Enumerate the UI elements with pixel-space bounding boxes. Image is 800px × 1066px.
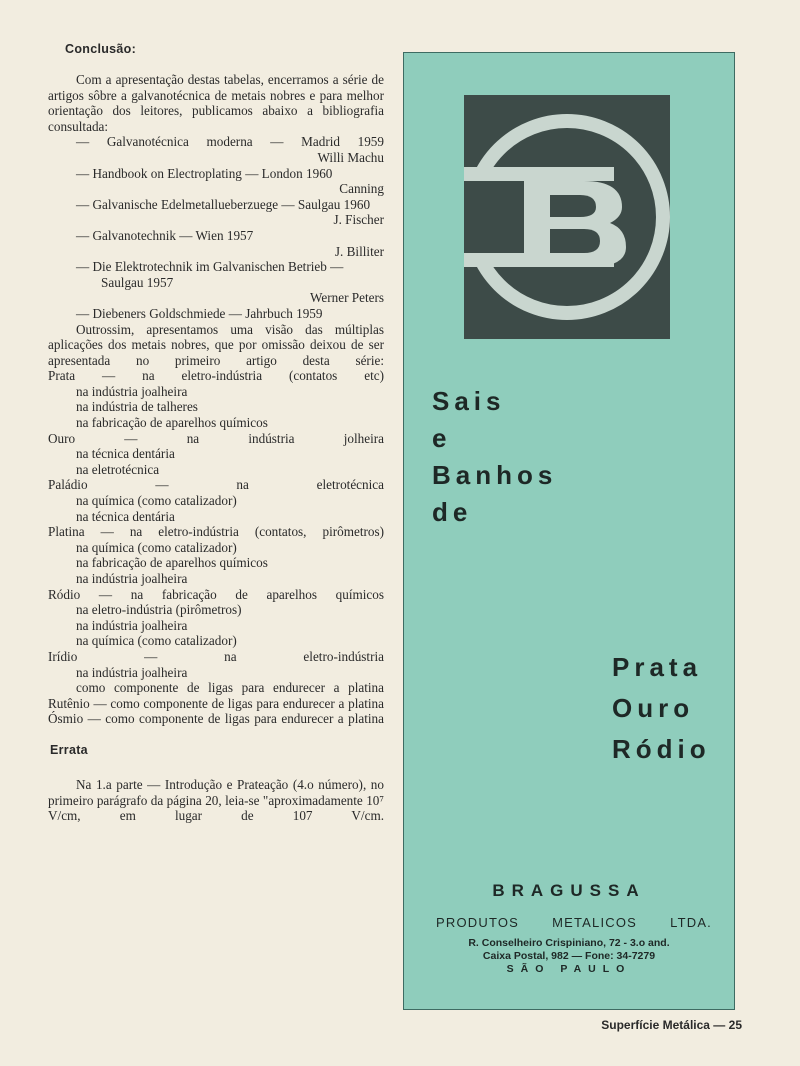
bib-title: — Die Elektrotechnik im Galvanischen Betrieb — Saulgau 1957 bbox=[76, 259, 344, 290]
slogan-line: de bbox=[432, 497, 473, 527]
application-main: Irídio — na eletro-indústria bbox=[48, 648, 384, 664]
city-line: SÃO PAULO bbox=[506, 963, 632, 975]
bibliography-item bbox=[48, 134, 384, 165]
application-sub: na indústria joalheira bbox=[76, 617, 188, 633]
slogan-line: e bbox=[432, 423, 452, 453]
application-item bbox=[48, 368, 384, 430]
page-footer: Superfície Metálica — 25 bbox=[601, 1018, 742, 1032]
intro-paragraph: Com a apresentação destas tabelas, encerramos a série de artigos sôbre a galvanotécnica de metais nobres e para melhor orientação dos leitores, publicamos abaixo a bibliografia consultada: bbox=[48, 72, 384, 134]
application-item bbox=[48, 711, 384, 727]
metal-name: Ouro bbox=[612, 693, 695, 723]
conclusion-heading: Conclusão: bbox=[65, 42, 137, 56]
application-item bbox=[48, 477, 384, 524]
address-line: R. Conselheiro Crispiniano, 72 - 3.o and. bbox=[468, 937, 670, 949]
brand-name: BRAGUSSA bbox=[492, 881, 646, 900]
application-sub: na indústria joalheira bbox=[76, 664, 188, 680]
errata-heading: Errata bbox=[50, 742, 88, 757]
application-sub: na fabricação de aparelhos químicos bbox=[76, 555, 268, 571]
application-item bbox=[48, 587, 384, 649]
application-main: Platina — na eletro-indústria (contatos, pirômetros) bbox=[48, 524, 384, 540]
bib-title: — Galvanische Edelmetallueberzuege — Saulgau 1960 bbox=[76, 196, 371, 212]
slogan-line: Sais bbox=[432, 386, 506, 416]
bibliography-item bbox=[48, 259, 384, 306]
application-item bbox=[48, 524, 384, 586]
application-item bbox=[48, 431, 384, 478]
bibliography-item bbox=[48, 306, 384, 322]
application-sub: na eletro-indústria (pirômetros) bbox=[76, 602, 242, 618]
phone-line: Caixa Postal, 982 — Fone: 34-7279 bbox=[482, 950, 656, 962]
application-sub: na técnica dentária bbox=[76, 446, 175, 462]
application-sub: na técnica dentária bbox=[76, 508, 175, 524]
application-sub: como componente de ligas para endurecer a platina bbox=[76, 680, 384, 696]
bib-author: Werner Peters bbox=[310, 290, 384, 306]
application-main: Ouro — na indústria jolheira bbox=[48, 430, 384, 446]
application-sub: na indústria joalheira bbox=[76, 571, 188, 586]
bragussa-advertisement bbox=[403, 52, 735, 1010]
application-item bbox=[48, 649, 384, 696]
article-column bbox=[48, 40, 384, 824]
bragussa-logo bbox=[464, 95, 670, 339]
applications-list bbox=[48, 368, 384, 727]
company-contact bbox=[404, 937, 734, 976]
application-sub: na fabricação de aparelhos químicos bbox=[76, 415, 268, 431]
errata-paragraph: Na 1.a parte — Introdução e Prateação (4.o número), no primeiro parágrafo da página 20, leia-se "aproximadamente 10⁷ V/cm, em lugar de 107 V/cm. bbox=[48, 776, 384, 824]
application-main: Prata — na eletro-indústria (contatos etc) bbox=[48, 368, 384, 384]
application-main: Ródio — na fabricação de aparelhos químicos bbox=[48, 586, 384, 602]
b-logo-icon bbox=[464, 95, 670, 339]
bibliography-list bbox=[48, 134, 384, 321]
bibliography-item bbox=[48, 228, 384, 259]
bib-title: — Diebeners Goldschmiede — Jahrbuch 1959 bbox=[76, 305, 323, 321]
company-name: PRODUTOS METALICOS LTDA. bbox=[436, 915, 712, 930]
applications-intro: Outrossim, apresentamos uma visão das múltiplas aplicações dos metais nobres, que por omissão deixou de ser apresentada no primeiro artigo desta série: bbox=[48, 321, 384, 368]
application-sub: na química (como catalizador) bbox=[76, 493, 237, 509]
bib-author: J. Fischer bbox=[333, 212, 384, 228]
bib-title: — Galvanotécnica moderna — Madrid 1959 bbox=[76, 134, 384, 150]
application-item bbox=[48, 696, 384, 712]
application-sub: na indústria joalheira bbox=[76, 383, 188, 399]
application-main: Ósmio — como componente de ligas para endurecer a platina bbox=[48, 711, 384, 727]
application-sub: na química (como catalizador) bbox=[76, 539, 237, 555]
ad-metals bbox=[612, 647, 711, 770]
metal-name: Prata bbox=[612, 652, 703, 682]
application-sub: na indústria de talheres bbox=[76, 399, 198, 415]
bibliography-item bbox=[48, 197, 384, 228]
application-main: Paládio — na eletrotécnica bbox=[48, 477, 384, 493]
bib-author: J. Billiter bbox=[334, 243, 384, 259]
application-sub: na eletrotécnica bbox=[76, 461, 160, 477]
slogan-line: Banhos bbox=[432, 460, 558, 490]
bibliography-item bbox=[48, 166, 384, 197]
application-sub: na química (como catalizador) bbox=[76, 633, 237, 649]
ad-slogan bbox=[432, 383, 557, 531]
bib-title: — Handbook on Electroplating — London 1960 bbox=[76, 165, 333, 181]
metal-name: Ródio bbox=[612, 734, 711, 764]
bib-author: Willi Machu bbox=[317, 149, 384, 165]
application-main: Rutênio — como componente de ligas para endurecer a platina bbox=[48, 695, 384, 711]
bib-author: Canning bbox=[339, 181, 384, 197]
bib-title: — Galvanotechnik — Wien 1957 bbox=[76, 227, 254, 243]
